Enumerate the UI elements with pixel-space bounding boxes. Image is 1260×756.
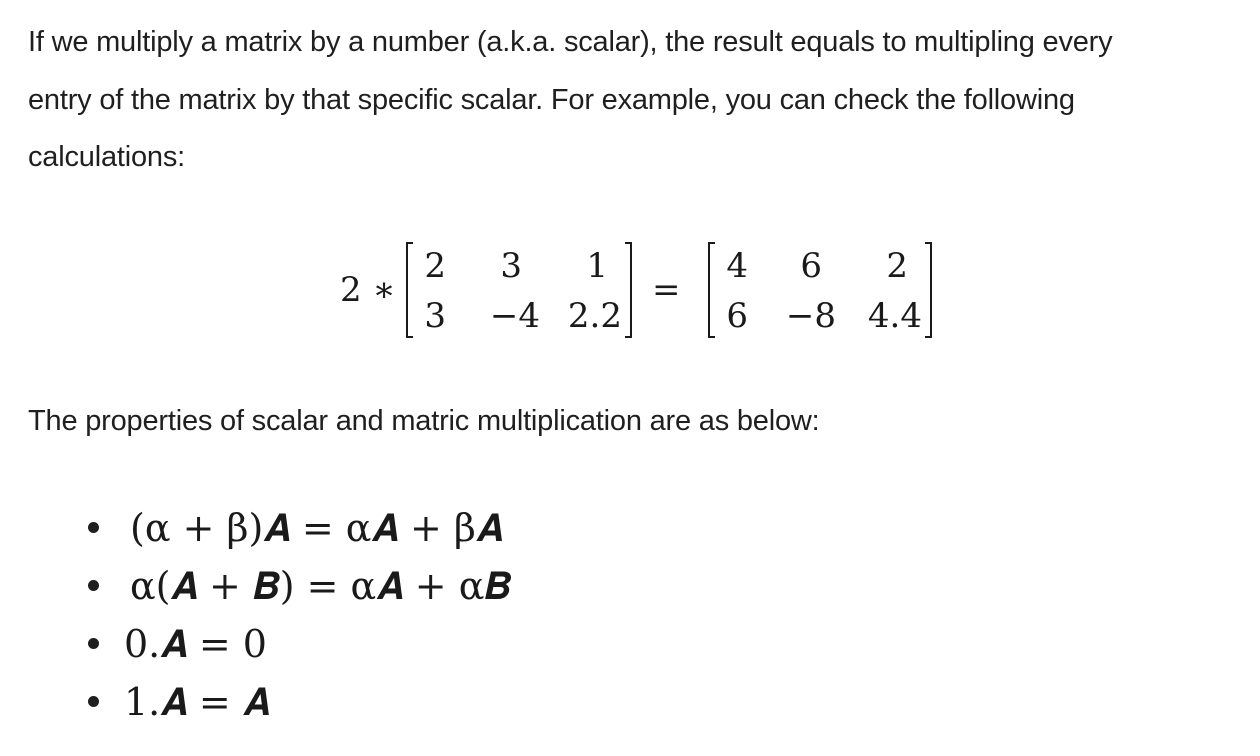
- matrix-cell: 6: [800, 246, 822, 286]
- list-item: [0, 558, 700, 614]
- property-formula: 0.𝑨 = 0: [124, 622, 267, 666]
- property-formula: (α + β)𝑨 = α𝑨 + β𝑨: [130, 506, 503, 550]
- right-matrix-close-bracket: [925, 242, 932, 338]
- right-matrix: [708, 242, 932, 338]
- properties-intro: The properties of scalar and matric multiplication are as below:: [28, 405, 820, 437]
- matrix-cell: 1: [586, 246, 608, 286]
- matrix-cell: −8: [785, 296, 836, 336]
- right-matrix-open-bracket: [708, 242, 715, 338]
- list-item: [0, 500, 700, 556]
- intro-line-2: entry of the matrix by that specific scalar. For example, you can check the following: [28, 84, 1075, 116]
- matrix-cell: 2: [424, 246, 446, 286]
- left-matrix-close-bracket: [625, 242, 632, 338]
- list-item: [0, 616, 700, 672]
- matrix-cell: −4: [489, 296, 540, 336]
- bullet: [88, 638, 99, 649]
- left-matrix-open-bracket: [406, 242, 413, 338]
- scalar-matrix-equation: [340, 238, 960, 348]
- scalar-factor: 2 ∗: [340, 270, 396, 310]
- intro-line-3: calculations:: [28, 141, 185, 173]
- matrix-cell: 3: [500, 246, 522, 286]
- matrix-cell: 4.4: [867, 296, 922, 336]
- property-formula: 1.𝑨 = 𝑨: [124, 680, 270, 724]
- matrix-cell: 2.2: [567, 296, 622, 336]
- bullet: [88, 522, 99, 533]
- bullet: [88, 580, 99, 591]
- equals-sign: =: [652, 270, 681, 310]
- matrix-cell: 3: [424, 296, 446, 336]
- property-formula: α(𝑨 + 𝑩) = α𝑨 + α𝑩: [130, 564, 512, 608]
- list-item: [0, 674, 700, 730]
- left-matrix: [406, 242, 632, 338]
- intro-line-1: If we multiply a matrix by a number (a.k.a. scalar), the result equals to multipling every: [28, 26, 1113, 58]
- bullet: [88, 696, 99, 707]
- matrix-cell: 6: [726, 296, 748, 336]
- matrix-cell: 2: [886, 246, 908, 286]
- matrix-cell: 4: [726, 246, 748, 286]
